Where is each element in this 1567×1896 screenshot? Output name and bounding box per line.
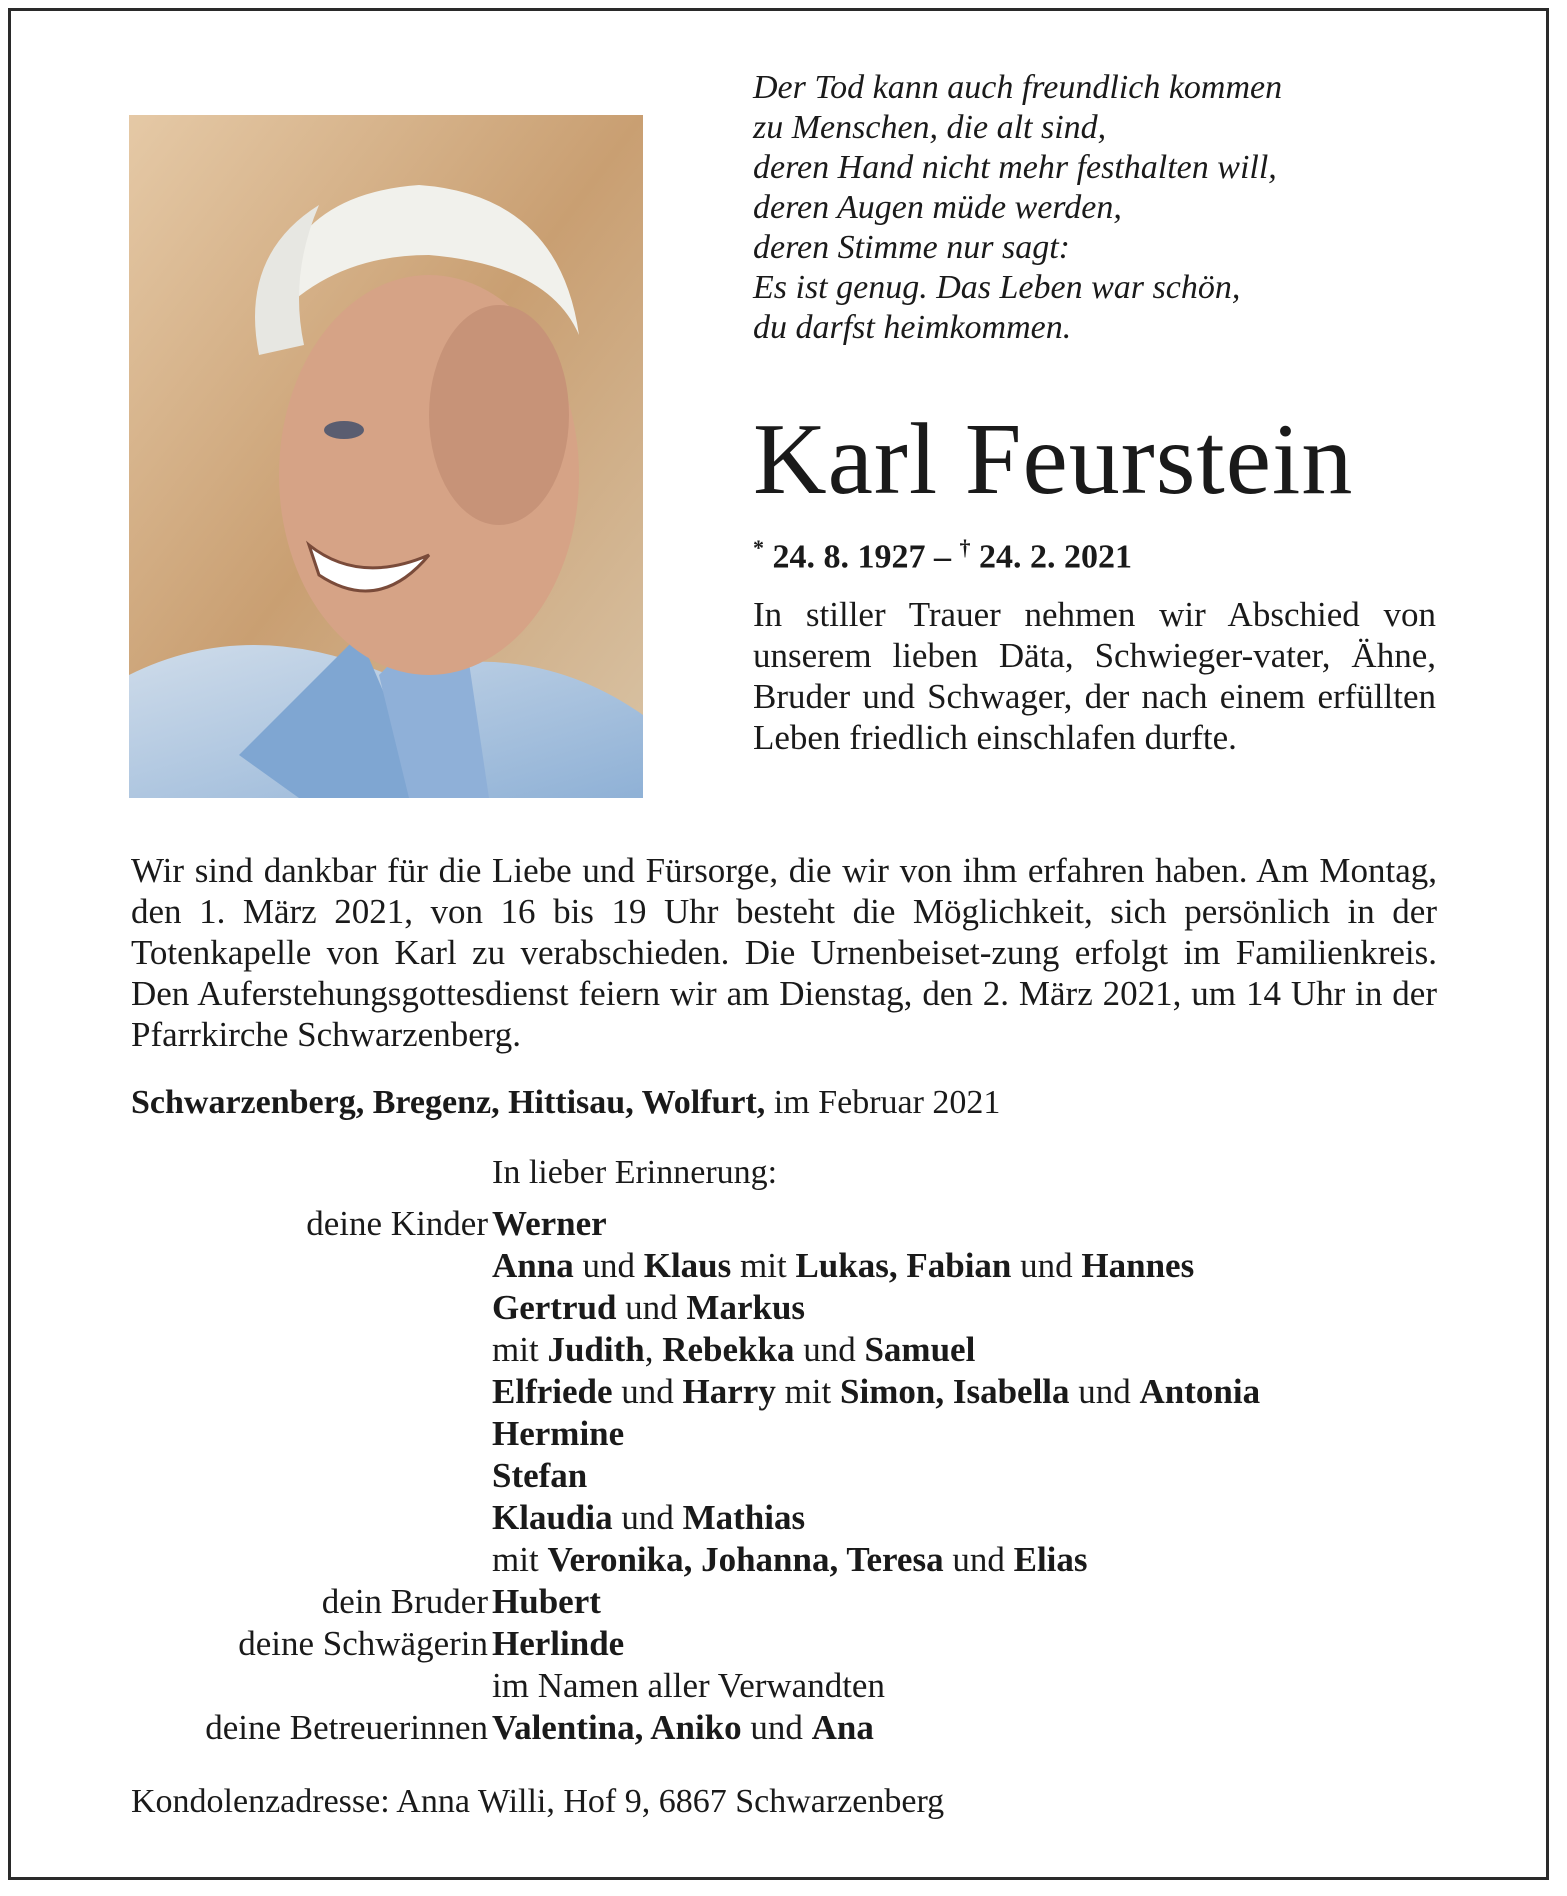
family-row: [0, 1623, 1567, 1665]
family-names: [492, 1539, 1088, 1581]
connector-text: und: [1069, 1372, 1140, 1411]
deceased-name: Karl Feurstein: [753, 403, 1354, 516]
family-names: [492, 1665, 885, 1707]
life-dates: [753, 528, 1132, 577]
family-row: [0, 1329, 1567, 1371]
family-name: Stefan: [492, 1456, 588, 1495]
family-name: Werner: [492, 1204, 607, 1243]
family-name: Herlinde: [492, 1624, 625, 1663]
family-name: Elfriede: [492, 1372, 613, 1411]
connector-text: mit: [731, 1246, 796, 1285]
connector-text: im Namen aller Verwandten: [492, 1666, 885, 1705]
family-row: [0, 1707, 1567, 1749]
family-name: Samuel: [864, 1330, 976, 1369]
family-names: [492, 1707, 874, 1749]
death-symbol: †: [959, 535, 971, 560]
connector-text: mit: [492, 1540, 548, 1579]
family-names: [492, 1455, 587, 1497]
poem-line: deren Augen müde werden,: [753, 189, 1122, 226]
portrait-photo: [129, 115, 643, 798]
connector-text: und: [616, 1288, 687, 1327]
family-row: [0, 1371, 1567, 1413]
connector-text: und: [573, 1246, 644, 1285]
condolence-address: Kondolenzadresse: Anna Willi, Hof 9, 6867 Schwarzenberg: [131, 1783, 945, 1820]
family-name: Markus: [686, 1288, 806, 1327]
intro-text: In stiller Trauer nehmen wir Abschied von unserem lieben Däta, Schwieger-vater, Ähne, Bruder und Schwager, der nach einem erfüllten Leben friedlich einschlafen durfte.: [753, 595, 1436, 757]
family-name: Gertrud: [492, 1288, 617, 1327]
family-row: [0, 1413, 1567, 1455]
relation-label: dein Bruder: [321, 1582, 488, 1621]
family-names: [492, 1287, 805, 1329]
family-name: Mathias: [682, 1498, 806, 1537]
portrait-illustration: [129, 115, 643, 798]
family-name: Harry: [682, 1372, 776, 1411]
family-names: [492, 1623, 624, 1665]
family-name: Hermine: [492, 1414, 625, 1453]
family-name: Lukas, Fabian: [795, 1246, 1012, 1285]
connector-text: und: [794, 1330, 865, 1369]
family-row: [0, 1203, 1567, 1245]
place-date-line: [131, 1083, 1000, 1123]
family-row: [0, 1245, 1567, 1287]
connector-text: und: [943, 1540, 1014, 1579]
family-name: Hannes: [1081, 1246, 1195, 1285]
date-separator: –: [925, 538, 960, 576]
family-list: [0, 1203, 1567, 1749]
family-name: Veronika, Johanna, Teresa: [547, 1540, 944, 1579]
towns: Schwarzenberg, Bregenz, Hittisau, Wolfurt,: [131, 1084, 766, 1121]
birth-date: 24. 8. 1927: [772, 538, 926, 576]
family-row: [0, 1539, 1567, 1581]
connector-text: mit: [492, 1330, 548, 1369]
relation-label: deine Betreuerinnen: [205, 1708, 488, 1747]
relation-label: deine Schwägerin: [238, 1624, 488, 1663]
family-names: [492, 1245, 1194, 1287]
poem-line: deren Hand nicht mehr festhalten will,: [753, 149, 1277, 186]
connector-text: ,: [644, 1330, 663, 1369]
family-names: [492, 1413, 624, 1455]
family-names: [492, 1371, 1260, 1413]
poem-line: Der Tod kann auch freundlich kommen: [753, 69, 1283, 106]
body-text: Wir sind dankbar für die Liebe und Fürsorge, die wir von ihm erfahren haben. Am Montag, den 1. März 2021, von 16 bis 19 Uhr besteht die Möglichkeit, sich persönlich in der Totenkapelle von Karl zu verabschieden. Die Urnenbeiset-zung erfolgt im Familienkreis. Den Auferstehungsgottesdienst feiern wir am Dienstag, den 2. März 2021, um 14 Uhr in der Pfarrkirche Schwarzenberg.: [131, 851, 1437, 1054]
family-name: Klaus: [643, 1246, 732, 1285]
family-names: [492, 1203, 607, 1245]
poem-line: zu Menschen, die alt sind,: [753, 109, 1107, 146]
connector-text: und: [612, 1372, 683, 1411]
month-date: im Februar 2021: [765, 1084, 1001, 1121]
relation-label: deine Kinder: [306, 1204, 488, 1243]
family-names: [492, 1581, 601, 1623]
poem: [753, 68, 1473, 348]
poem-line: du darfst heimkommen.: [753, 309, 1072, 346]
family-row: [0, 1665, 1567, 1707]
family-name: Simon, Isabella: [840, 1372, 1070, 1411]
family-name: Rebekka: [662, 1330, 795, 1369]
family-name: Klaudia: [492, 1498, 613, 1537]
connector-text: und: [741, 1708, 812, 1747]
poem-line: deren Stimme nur sagt:: [753, 229, 1070, 266]
family-name: Hubert: [492, 1582, 601, 1621]
family-name: Judith: [547, 1330, 645, 1369]
family-name: Anna: [492, 1246, 574, 1285]
birth-symbol: *: [753, 535, 764, 560]
family-name: Antonia: [1139, 1372, 1261, 1411]
family-row: [0, 1581, 1567, 1623]
connector-text: und: [612, 1498, 683, 1537]
family-name: Ana: [811, 1708, 874, 1747]
poem-line: Es ist genug. Das Leben war schön,: [753, 269, 1241, 306]
family-row: [0, 1455, 1567, 1497]
family-row: [0, 1497, 1567, 1539]
death-date: 24. 2. 2021: [979, 538, 1132, 576]
family-names: [492, 1329, 975, 1371]
family-name: Elias: [1013, 1540, 1088, 1579]
connector-text: mit: [775, 1372, 841, 1411]
family-row: [0, 1287, 1567, 1329]
connector-text: und: [1011, 1246, 1082, 1285]
memory-heading: In lieber Erinnerung:: [492, 1154, 778, 1191]
family-name: Valentina, Aniko: [492, 1708, 742, 1747]
family-names: [492, 1497, 805, 1539]
